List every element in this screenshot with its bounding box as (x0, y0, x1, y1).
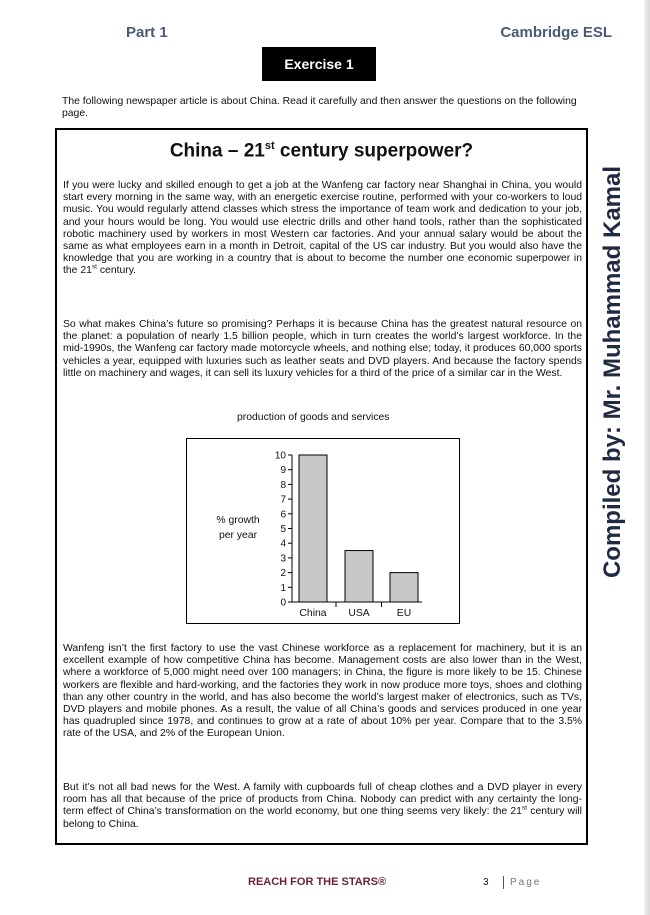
chart-title: production of goods and services (237, 412, 390, 423)
article-title-main: China – 21 (169, 140, 265, 162)
x-tick-label: China (299, 608, 327, 619)
paragraph-4-sup: st (521, 804, 528, 812)
paragraph-1-text: If you were lucky and skilled enough to get a job at the Wanfeng car factory near Shanghai in China, you would start every morning in the same way, with an energetic exercise routine, performed with your co-workers to loud music. You would regularly attend classes which stress the importance of team work and dedication to your job, and your hours would be long. You would use electric drills and other hand tools, rather than the sophisticated robotic machinery used by workers in most Western car factories. And your annual salary would be about the same as what employees earn in a month in Detroit, capital of the US car industry. But you would also have the knowledge that you are working in a country that is about to become the number one economic superpower in the 21 (63, 180, 582, 277)
y-tick-label: 5 (280, 524, 286, 535)
footer-brand: REACH FOR THE STARS® (248, 876, 387, 888)
course-label: Cambridge ESL (500, 24, 612, 41)
y-tick-label: 1 (280, 582, 286, 594)
y-tick-label: 2 (280, 568, 286, 580)
y-tick-label: 8 (280, 479, 286, 491)
compiled-by-vertical: Compiled by: Mr. Muhammad Kamal (599, 165, 626, 579)
paragraph-1 (63, 180, 582, 278)
page-word: Page (510, 877, 542, 888)
paragraph-2: So what makes China’s future so promising? Perhaps it is because China has the greatest natural resource on the planet: a population of nearly 1.5 billion people, which in turn creates the world’s largest workforce. In the mid-1990s, the Wanfeng car factory made motorcycle wheels, and nothing else; today, it produces 60,000 sports vehicles a year, equipped with luxuries such as leather seats and DVD players. And because the factory spends little on machinery and wages, it can sell its luxury vehicles for a third of the price of a similar car in the West. (63, 319, 582, 379)
paragraph-1-end: century. (96, 265, 137, 277)
bar-china (299, 455, 327, 602)
y-axis-label-line1: % growth (216, 515, 260, 526)
y-axis-label-line2: per year (218, 530, 258, 541)
bar-eu (390, 573, 418, 602)
y-tick-label: 7 (280, 494, 286, 506)
paragraph-3: Wanfeng isn’t the first factory to use the vast Chinese workforce as a replacement for machinery, but it is an excellent example of how competitive China has become. Management costs are also lower than in the West, where a workforce of 5,000 might need over 100 managers; in China, the figure is more likely to be 15. Chinese workers are flexible and hard-working, and the factories they work in now produce more toys, shoes and clothing than any other country in the world, and has also become the world’s largest maker of electronics, such as TVs, DVD players and mobile phones. As a result, the value of all China’s goods and services produced in one year has quadrupled since 1978, and continues to grow at a rate of about 10% per year. Compare that to the 3.5% rate of the USA, and 2% of the European Union. (63, 643, 582, 740)
x-tick-label: USA (348, 608, 370, 619)
paragraph-1-sup: st (91, 263, 97, 271)
chart-frame (186, 438, 460, 624)
x-tick-label: EU (396, 608, 412, 619)
article-box (55, 128, 588, 845)
article-title-rest: century superpower? (274, 140, 474, 162)
paragraph-4-text: But it’s not all bad news for the West. A family with cupboards full of cheap clothes and a DVD player in every room has all that because of the price of products from China. Nobody can predict with any certainty the long-term effect of China’s transformation on the world economy, but one thing seems very likely: the 21 (63, 782, 582, 818)
footer-separator (503, 876, 504, 889)
article-title (57, 140, 586, 162)
y-tick-label: 9 (280, 465, 286, 477)
article-title-sup: st (264, 140, 275, 152)
intro-text: The following newspaper article is about China. Read it carefully and then answer the questions on the following page. (62, 96, 577, 119)
page-number: 3 (483, 877, 489, 888)
paragraph-4 (63, 782, 582, 831)
exercise-badge: Exercise 1 (262, 47, 376, 81)
y-tick-label: 3 (280, 553, 286, 565)
y-tick-label: 10 (274, 450, 286, 462)
y-tick-label: 0 (280, 597, 286, 609)
y-tick-label: 4 (280, 538, 286, 550)
y-tick-label: 6 (280, 509, 286, 521)
bar-chart (187, 439, 459, 623)
bar-usa (345, 551, 373, 602)
paragraph-4-end: century will belong to China. (63, 806, 582, 830)
page-edge (644, 0, 650, 915)
part-label: Part 1 (126, 24, 168, 41)
